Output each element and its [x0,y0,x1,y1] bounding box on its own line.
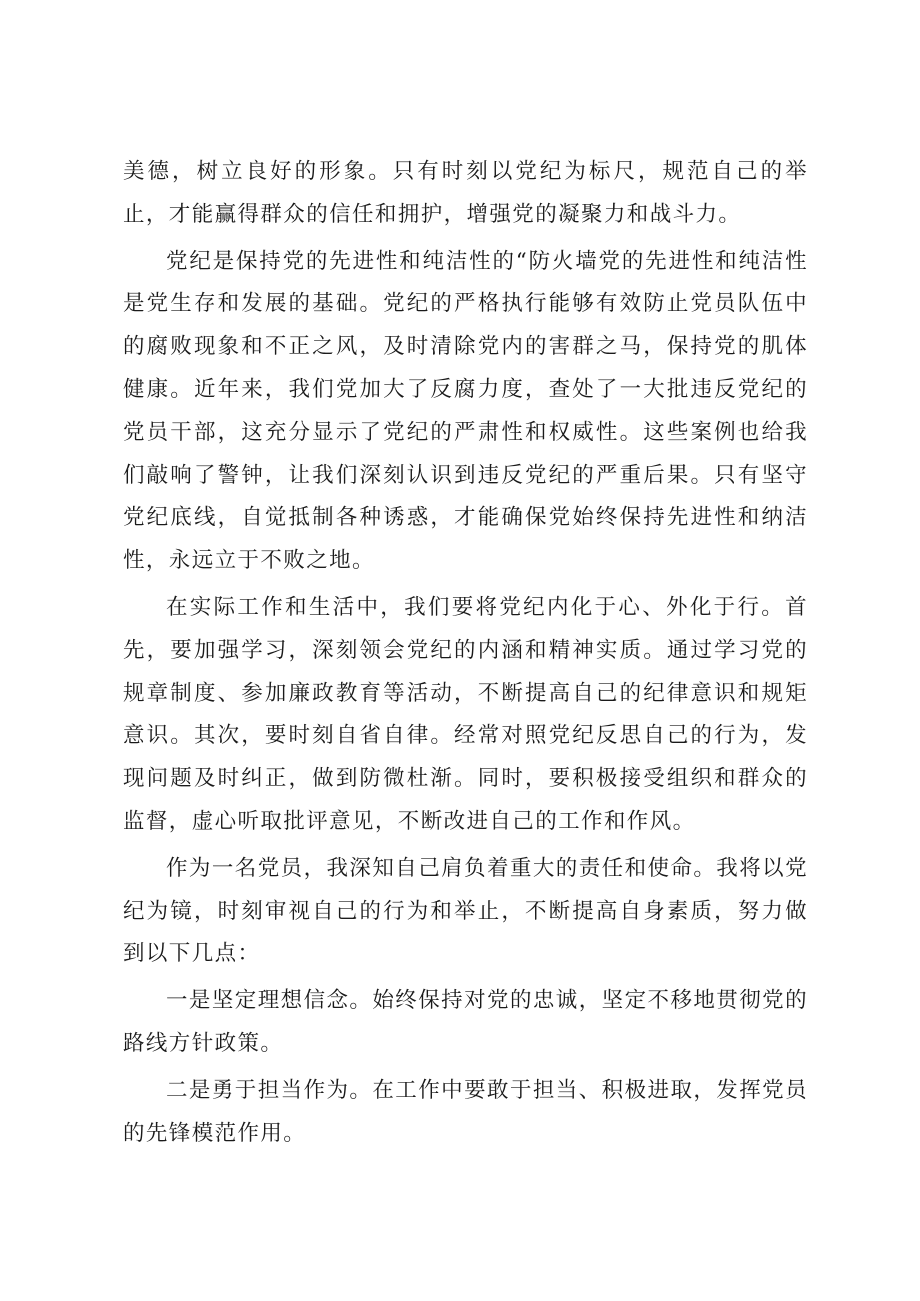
paragraph-1: 美德，树立良好的形象。只有时刻以党纪为标尺，规范自己的举止，才能赢得群众的信任和拥护，增强党的凝聚力和战斗力。 [123,159,808,227]
paragraph-6: 二是勇于担当作为。在工作中要敢于担当、积极进取，发挥党员的先锋模范作用。 [123,1077,808,1146]
paragraph-4: 作为一名党员，我深知自己肩负着重大的责任和使命。我将以党纪为镜，时刻审视自己的行为和举止，不断提高自身素质，努力做到以下几点： [123,855,808,967]
document-body [123,151,808,1155]
paragraph-3: 在实际工作和生活中，我们要将党纪内化于心、外化于行。首先，要加强学习，深刻领会党纪的内涵和精神实质。通过学习党的规章制度、参加廉政教育等活动，不断提高自己的纪律意识和规矩意识。其次，要时刻自省自律。经常对照党纪反思自己的行为，发现问题及时纠正，做到防微杜渐。同时，要积极接受组织和群众的监督，虚心听取批评意见，不断改进自己的工作和作风。 [123,594,808,834]
paragraph-5: 一是坚定理想信念。始终保持对党的忠诚，坚定不移地贯彻党的路线方针政策。 [123,988,808,1056]
paragraph-2: 党纪是保持党的先进性和纯洁性的“防火墙党的先进性和纯洁性是党生存和发展的基础。党纪的严格执行能够有效防止党员队伍中的腐败现象和不正之风，及时清除党内的害群之马，保持党的肌体健康。近年来，我们党加大了反腐力度，查处了一大批违反党纪的党员干部，这充分显示了党纪的严肃性和权威性。这些案例也给我们敲响了警钟，让我们深刻认识到违反党纪的严重后果。只有坚守党纪底线，自觉抵制各种诱惑，才能确保党始终保持先进性和纳洁性，永远立于不败之地。 [123,248,808,574]
